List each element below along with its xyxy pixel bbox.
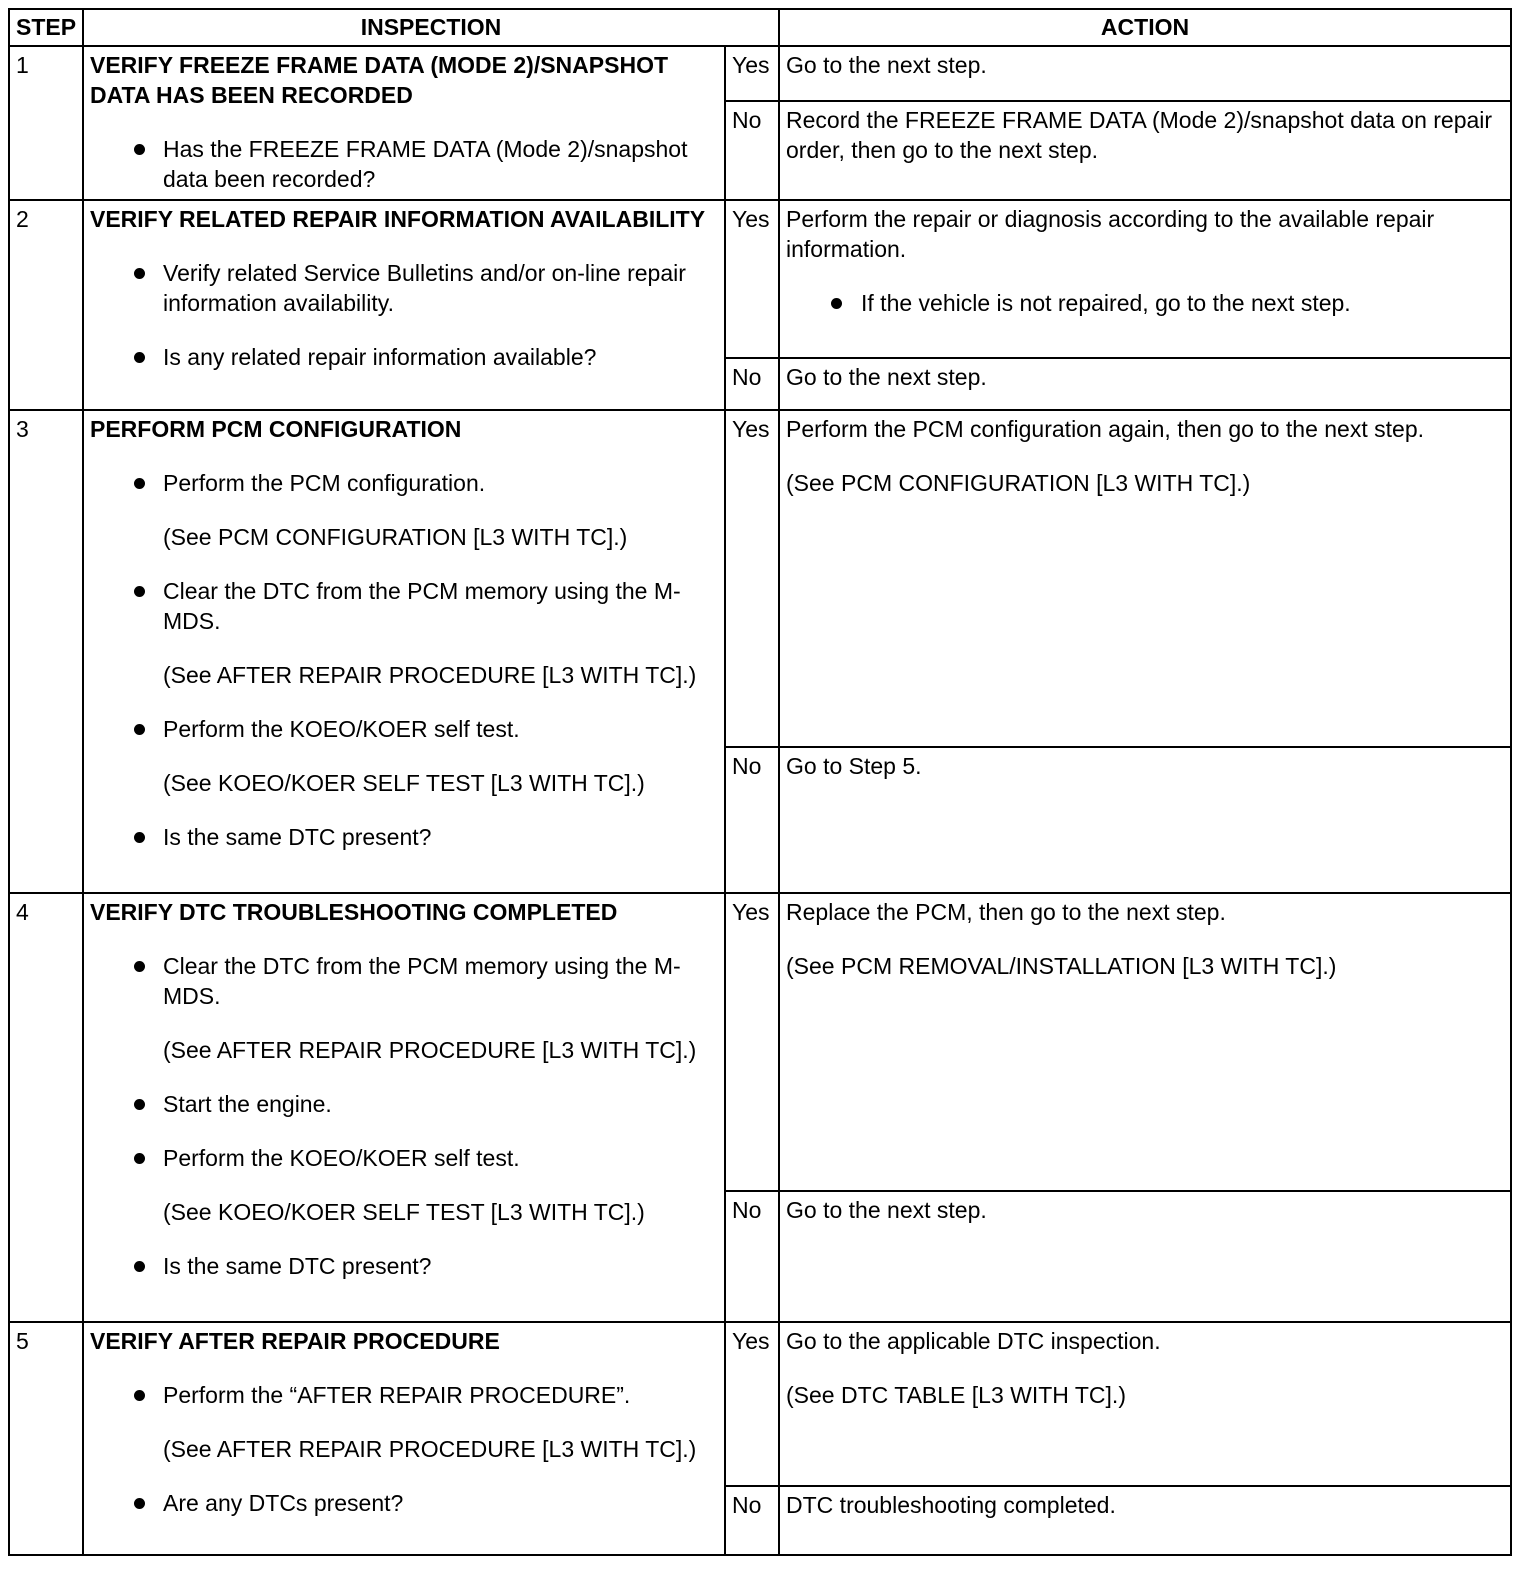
yes-label: Yes: [725, 200, 779, 358]
inspection-item: Is any related repair information available?: [90, 342, 718, 372]
inspection-item: Verify related Service Bulletins and/or on-line repair information availability.: [90, 258, 718, 318]
no-action-cell: [779, 1191, 1511, 1322]
inspection-cell: [83, 46, 725, 200]
yes-action-cell: [779, 893, 1511, 1191]
yes-label: Yes: [725, 893, 779, 1191]
inspection-reference: (See AFTER REPAIR PROCEDURE [L3 WITH TC].): [163, 1436, 697, 1462]
inspection-title: VERIFY AFTER REPAIR PROCEDURE: [90, 1328, 500, 1354]
no-action-cell: [779, 747, 1511, 893]
yes-label: Yes: [725, 1322, 779, 1486]
no-label: No: [725, 1191, 779, 1322]
no-label: No: [725, 1486, 779, 1555]
inspection-item: Perform the KOEO/KOER self test.: [90, 714, 718, 744]
step-row-yes: [9, 200, 1511, 358]
yes-action-cell: [779, 1322, 1511, 1486]
step-row-yes: [9, 893, 1511, 1191]
inspection-item: Clear the DTC from the PCM memory using the M-MDS.: [90, 951, 718, 1011]
yes-action-cell: [779, 46, 1511, 101]
yes-action-bullet: If the vehicle is not repaired, go to the next step.: [786, 288, 1504, 318]
step-row-yes: [9, 1322, 1511, 1486]
inspection-cell: [83, 410, 725, 893]
inspection-item: Are any DTCs present?: [90, 1488, 718, 1518]
header-inspection: INSPECTION: [83, 9, 779, 46]
header-row: [9, 9, 1511, 46]
yes-action-text: Go to the next step.: [786, 52, 987, 78]
no-action-cell: [779, 101, 1511, 200]
inspection-item: Clear the DTC from the PCM memory using the M-MDS.: [90, 576, 718, 636]
inspection-reference: (See KOEO/KOER SELF TEST [L3 WITH TC].): [163, 1199, 645, 1225]
step-number: 3: [9, 410, 83, 893]
no-action-text: Go to the next step.: [786, 364, 987, 390]
step-number: 5: [9, 1322, 83, 1555]
no-action-cell: [779, 1486, 1511, 1555]
inspection-item: Perform the PCM configuration.: [90, 468, 718, 498]
step-number: 2: [9, 200, 83, 410]
inspection-reference: (See PCM CONFIGURATION [L3 WITH TC].): [163, 524, 628, 550]
step-row-yes: [9, 410, 1511, 747]
no-label: No: [725, 747, 779, 893]
yes-action-text: (See PCM REMOVAL/INSTALLATION [L3 WITH TC].): [786, 953, 1337, 979]
inspection-title: VERIFY DTC TROUBLESHOOTING COMPLETED: [90, 899, 618, 925]
inspection-reference: (See AFTER REPAIR PROCEDURE [L3 WITH TC].): [163, 662, 697, 688]
inspection-cell: [83, 200, 725, 410]
inspection-reference: (See KOEO/KOER SELF TEST [L3 WITH TC].): [163, 770, 645, 796]
inspection-title: VERIFY RELATED REPAIR INFORMATION AVAILABILITY: [90, 206, 706, 232]
yes-label: Yes: [725, 46, 779, 101]
no-action-cell: [779, 358, 1511, 410]
no-label: No: [725, 101, 779, 200]
header-step: STEP: [9, 9, 83, 46]
inspection-cell: [83, 1322, 725, 1555]
no-action-text: Go to Step 5.: [786, 753, 922, 779]
yes-action-cell: [779, 200, 1511, 358]
inspection-item: Is the same DTC present?: [90, 822, 718, 852]
inspection-title: PERFORM PCM CONFIGURATION: [90, 416, 462, 442]
yes-action-text: Perform the repair or diagnosis according to the available repair information.: [786, 206, 1435, 262]
diagnostic-table: [8, 8, 1512, 1556]
step-row-yes: [9, 46, 1511, 101]
yes-action-text: Perform the PCM configuration again, then go to the next step.: [786, 416, 1424, 442]
yes-label: Yes: [725, 410, 779, 747]
no-label: No: [725, 358, 779, 410]
yes-action-text: (See PCM CONFIGURATION [L3 WITH TC].): [786, 470, 1251, 496]
header-action: ACTION: [779, 9, 1511, 46]
inspection-reference: (See AFTER REPAIR PROCEDURE [L3 WITH TC].): [163, 1037, 697, 1063]
yes-action-text: Go to the applicable DTC inspection.: [786, 1328, 1161, 1354]
no-action-text: Go to the next step.: [786, 1197, 987, 1223]
inspection-item: Perform the “AFTER REPAIR PROCEDURE”.: [90, 1380, 718, 1410]
yes-action-text: (See DTC TABLE [L3 WITH TC].): [786, 1382, 1126, 1408]
inspection-cell: [83, 893, 725, 1322]
inspection-item: Perform the KOEO/KOER self test.: [90, 1143, 718, 1173]
inspection-item: Start the engine.: [90, 1089, 718, 1119]
no-action-text: Record the FREEZE FRAME DATA (Mode 2)/snapshot data on repair order, then go to the next step.: [786, 107, 1493, 163]
step-number: 4: [9, 893, 83, 1322]
inspection-item: Has the FREEZE FRAME DATA (Mode 2)/snapshot data been recorded?: [90, 134, 718, 194]
inspection-item: Is the same DTC present?: [90, 1251, 718, 1281]
yes-action-cell: [779, 410, 1511, 747]
yes-action-text: Replace the PCM, then go to the next step.: [786, 899, 1226, 925]
step-number: 1: [9, 46, 83, 200]
no-action-text: DTC troubleshooting completed.: [786, 1492, 1116, 1518]
inspection-title: VERIFY FREEZE FRAME DATA (MODE 2)/SNAPSHOT DATA HAS BEEN RECORDED: [90, 52, 669, 108]
